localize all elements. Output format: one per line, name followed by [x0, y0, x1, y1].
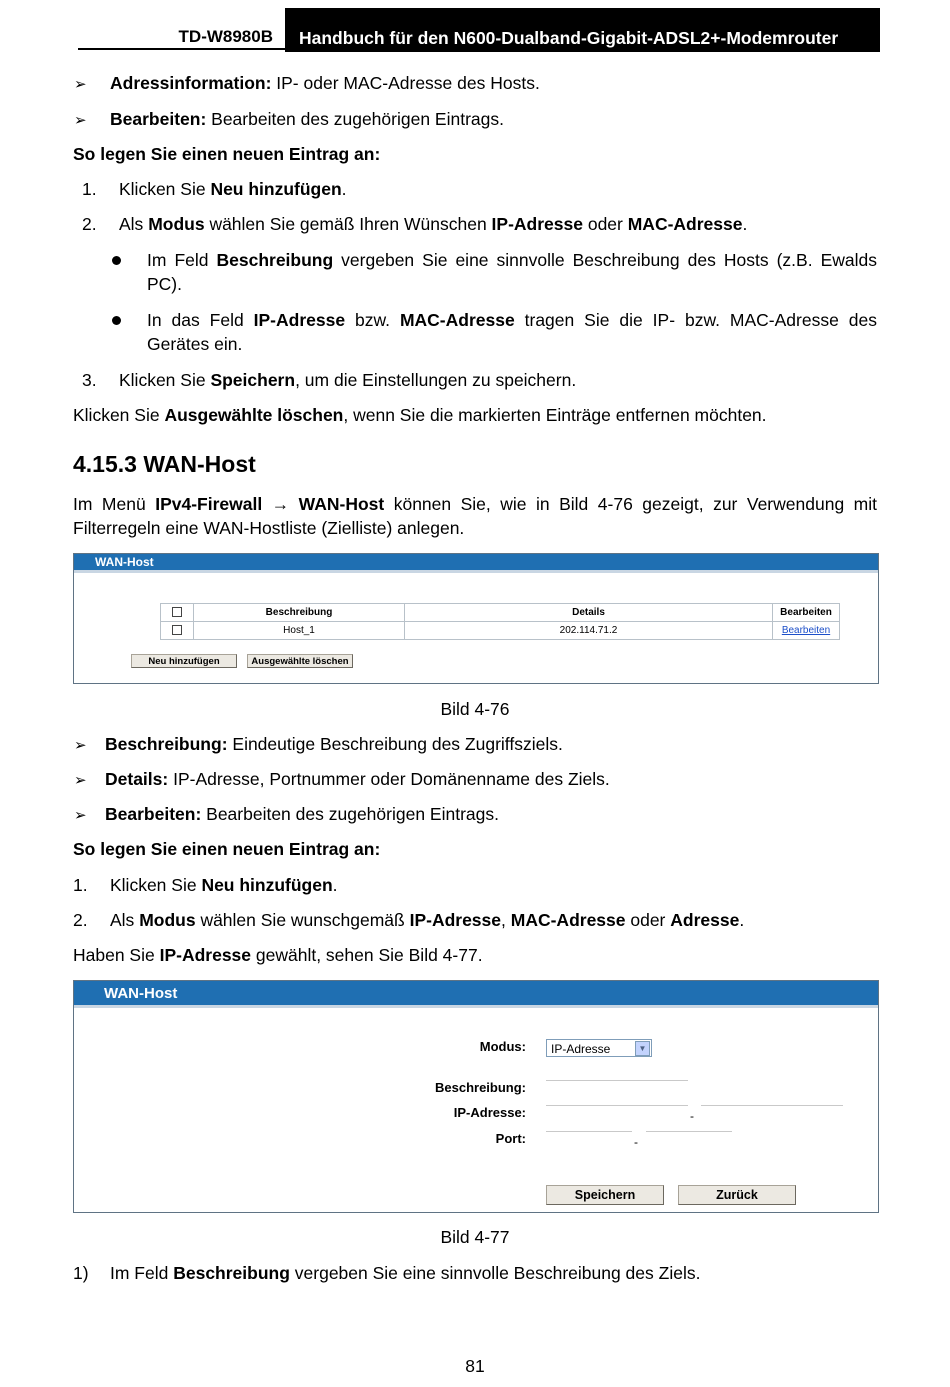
- bullet-dot-icon: [112, 316, 121, 325]
- step-1-text: Klicken Sie Neu hinzufügen.: [119, 179, 347, 199]
- step-2-text: Als Modus wählen Sie wunschgemäß IP-Adresse, MAC-Adresse oder Adresse.: [110, 910, 745, 930]
- final-step-text: Im Feld Beschreibung vergeben Sie eine sinnvolle Beschreibung des Ziels.: [110, 1263, 701, 1283]
- bullet-arrow-icon: ➢: [74, 76, 87, 93]
- ip-address-start-input[interactable]: [546, 1105, 688, 1122]
- bullet-arrow-icon: ➢: [74, 807, 87, 824]
- header-model: TD-W8980B: [78, 24, 285, 50]
- step-1-text: Klicken Sie Neu hinzufügen.: [110, 875, 338, 895]
- panel-header: WAN-Host: [74, 554, 878, 570]
- delete-note: Klicken Sie Ausgewählte löschen, wenn Sie die markierten Einträge entfernen möchten.: [73, 405, 767, 425]
- bullet-bearbeiten: Bearbeiten: Bearbeiten des zugehörigen Eintrags.: [110, 109, 504, 129]
- row-select-cell[interactable]: [161, 622, 194, 640]
- wan-host-list-panel: [73, 553, 879, 684]
- ip-address-end-input[interactable]: [701, 1105, 843, 1122]
- section-intro: Im Menü IPv4-Firewall → WAN-Host können Sie, wie in Bild 4-76 gezeigt, zur Verwendung mit Filterregeln eine WAN-Hostliste (Zielliste) anlegen.: [73, 494, 877, 538]
- column-header: Details: [405, 604, 773, 622]
- chevron-down-icon[interactable]: ▼: [635, 1041, 650, 1056]
- port-end-input[interactable]: [646, 1131, 732, 1148]
- range-dash: -: [690, 1109, 694, 1123]
- save-button[interactable]: Speichern: [546, 1185, 664, 1205]
- wan-host-table: [160, 603, 840, 640]
- figure-caption: Bild 4-76: [440, 699, 510, 719]
- bullet-bearbeiten: Bearbeiten: Bearbeiten des zugehörigen Eintrags.: [105, 804, 499, 824]
- substep-adresse: In das Feld IP-Adresse bzw. MAC-Adresse tragen Sie die IP- bzw. MAC-Adresse des Gerätes ein.: [147, 310, 877, 354]
- bullet-dot-icon: [112, 256, 121, 265]
- row-edit-link[interactable]: [773, 622, 840, 640]
- select-all-checkbox[interactable]: [172, 607, 182, 617]
- description-label: Beschreibung:: [434, 1080, 526, 1095]
- step-number: 3.: [82, 370, 97, 390]
- step-number: 1.: [82, 179, 97, 199]
- port-label: Port:: [495, 1131, 526, 1146]
- bullet-details: Details: IP-Adresse, Portnummer oder Domänenname des Ziels.: [105, 769, 610, 789]
- step-number: 1): [73, 1263, 89, 1283]
- bullet-adressinformation: Adressinformation: IP- oder MAC-Adresse des Hosts.: [110, 73, 540, 93]
- mode-select-value: IP-Adresse: [551, 1042, 611, 1056]
- back-button[interactable]: Zurück: [678, 1185, 796, 1205]
- mode-select[interactable]: [546, 1039, 652, 1057]
- mode-label: Modus:: [479, 1039, 526, 1054]
- page-number: 81: [465, 1356, 485, 1376]
- panel-header: WAN-Host: [74, 981, 878, 1005]
- step-number: 1.: [73, 875, 88, 895]
- panel-header-rule: [74, 1005, 878, 1008]
- substep-beschreibung: Im Feld Beschreibung vergeben Sie eine sinnvolle Beschreibung des Hosts (z.B. Ewalds PC).: [147, 250, 877, 294]
- add-new-button[interactable]: Neu hinzufügen: [131, 654, 237, 668]
- bullet-beschreibung: Beschreibung: Eindeutige Beschreibung des Zugriffsziels.: [105, 734, 563, 754]
- header-title: Handbuch für den N600-Dualband-Gigabit-ADSL2+-Modemrouter: [285, 8, 880, 52]
- description-input[interactable]: [546, 1080, 688, 1097]
- row-checkbox[interactable]: [172, 625, 182, 635]
- ip-address-note: Haben Sie IP-Adresse gewählt, sehen Sie Bild 4-77.: [73, 945, 483, 965]
- bullet-arrow-icon: ➢: [74, 772, 87, 789]
- port-start-input[interactable]: [546, 1131, 632, 1148]
- panel-header-rule: [74, 570, 878, 573]
- bullet-arrow-icon: ➢: [74, 737, 87, 754]
- column-header: Beschreibung: [194, 604, 405, 622]
- row-description: Host_1: [194, 622, 405, 640]
- edit-link[interactable]: Bearbeiten: [781, 625, 831, 636]
- ip-address-label: IP-Adresse:: [453, 1105, 526, 1120]
- table-row: [161, 622, 840, 640]
- select-all-cell[interactable]: [161, 604, 194, 622]
- bullet-arrow-icon: ➢: [74, 112, 87, 129]
- new-entry-heading: So legen Sie einen neuen Eintrag an:: [73, 144, 381, 164]
- section-title: 4.15.3 WAN-Host: [73, 451, 256, 477]
- new-entry-heading: So legen Sie einen neuen Eintrag an:: [73, 839, 381, 859]
- range-dash: -: [634, 1135, 638, 1149]
- step-2-text: Als Modus wählen Sie gemäß Ihren Wünschen IP-Adresse oder MAC-Adresse.: [119, 214, 748, 234]
- step-number: 2.: [82, 214, 97, 234]
- figure-caption: Bild 4-77: [440, 1227, 510, 1247]
- row-details: 202.114.71.2: [405, 622, 773, 640]
- wan-host-form-panel: [73, 980, 879, 1213]
- step-number: 2.: [73, 910, 88, 930]
- delete-selected-button[interactable]: Ausgewählte löschen: [247, 654, 353, 668]
- table-header-row: [161, 604, 840, 622]
- column-header: Bearbeiten: [773, 604, 840, 622]
- step-3-text: Klicken Sie Speichern, um die Einstellungen zu speichern.: [119, 370, 577, 390]
